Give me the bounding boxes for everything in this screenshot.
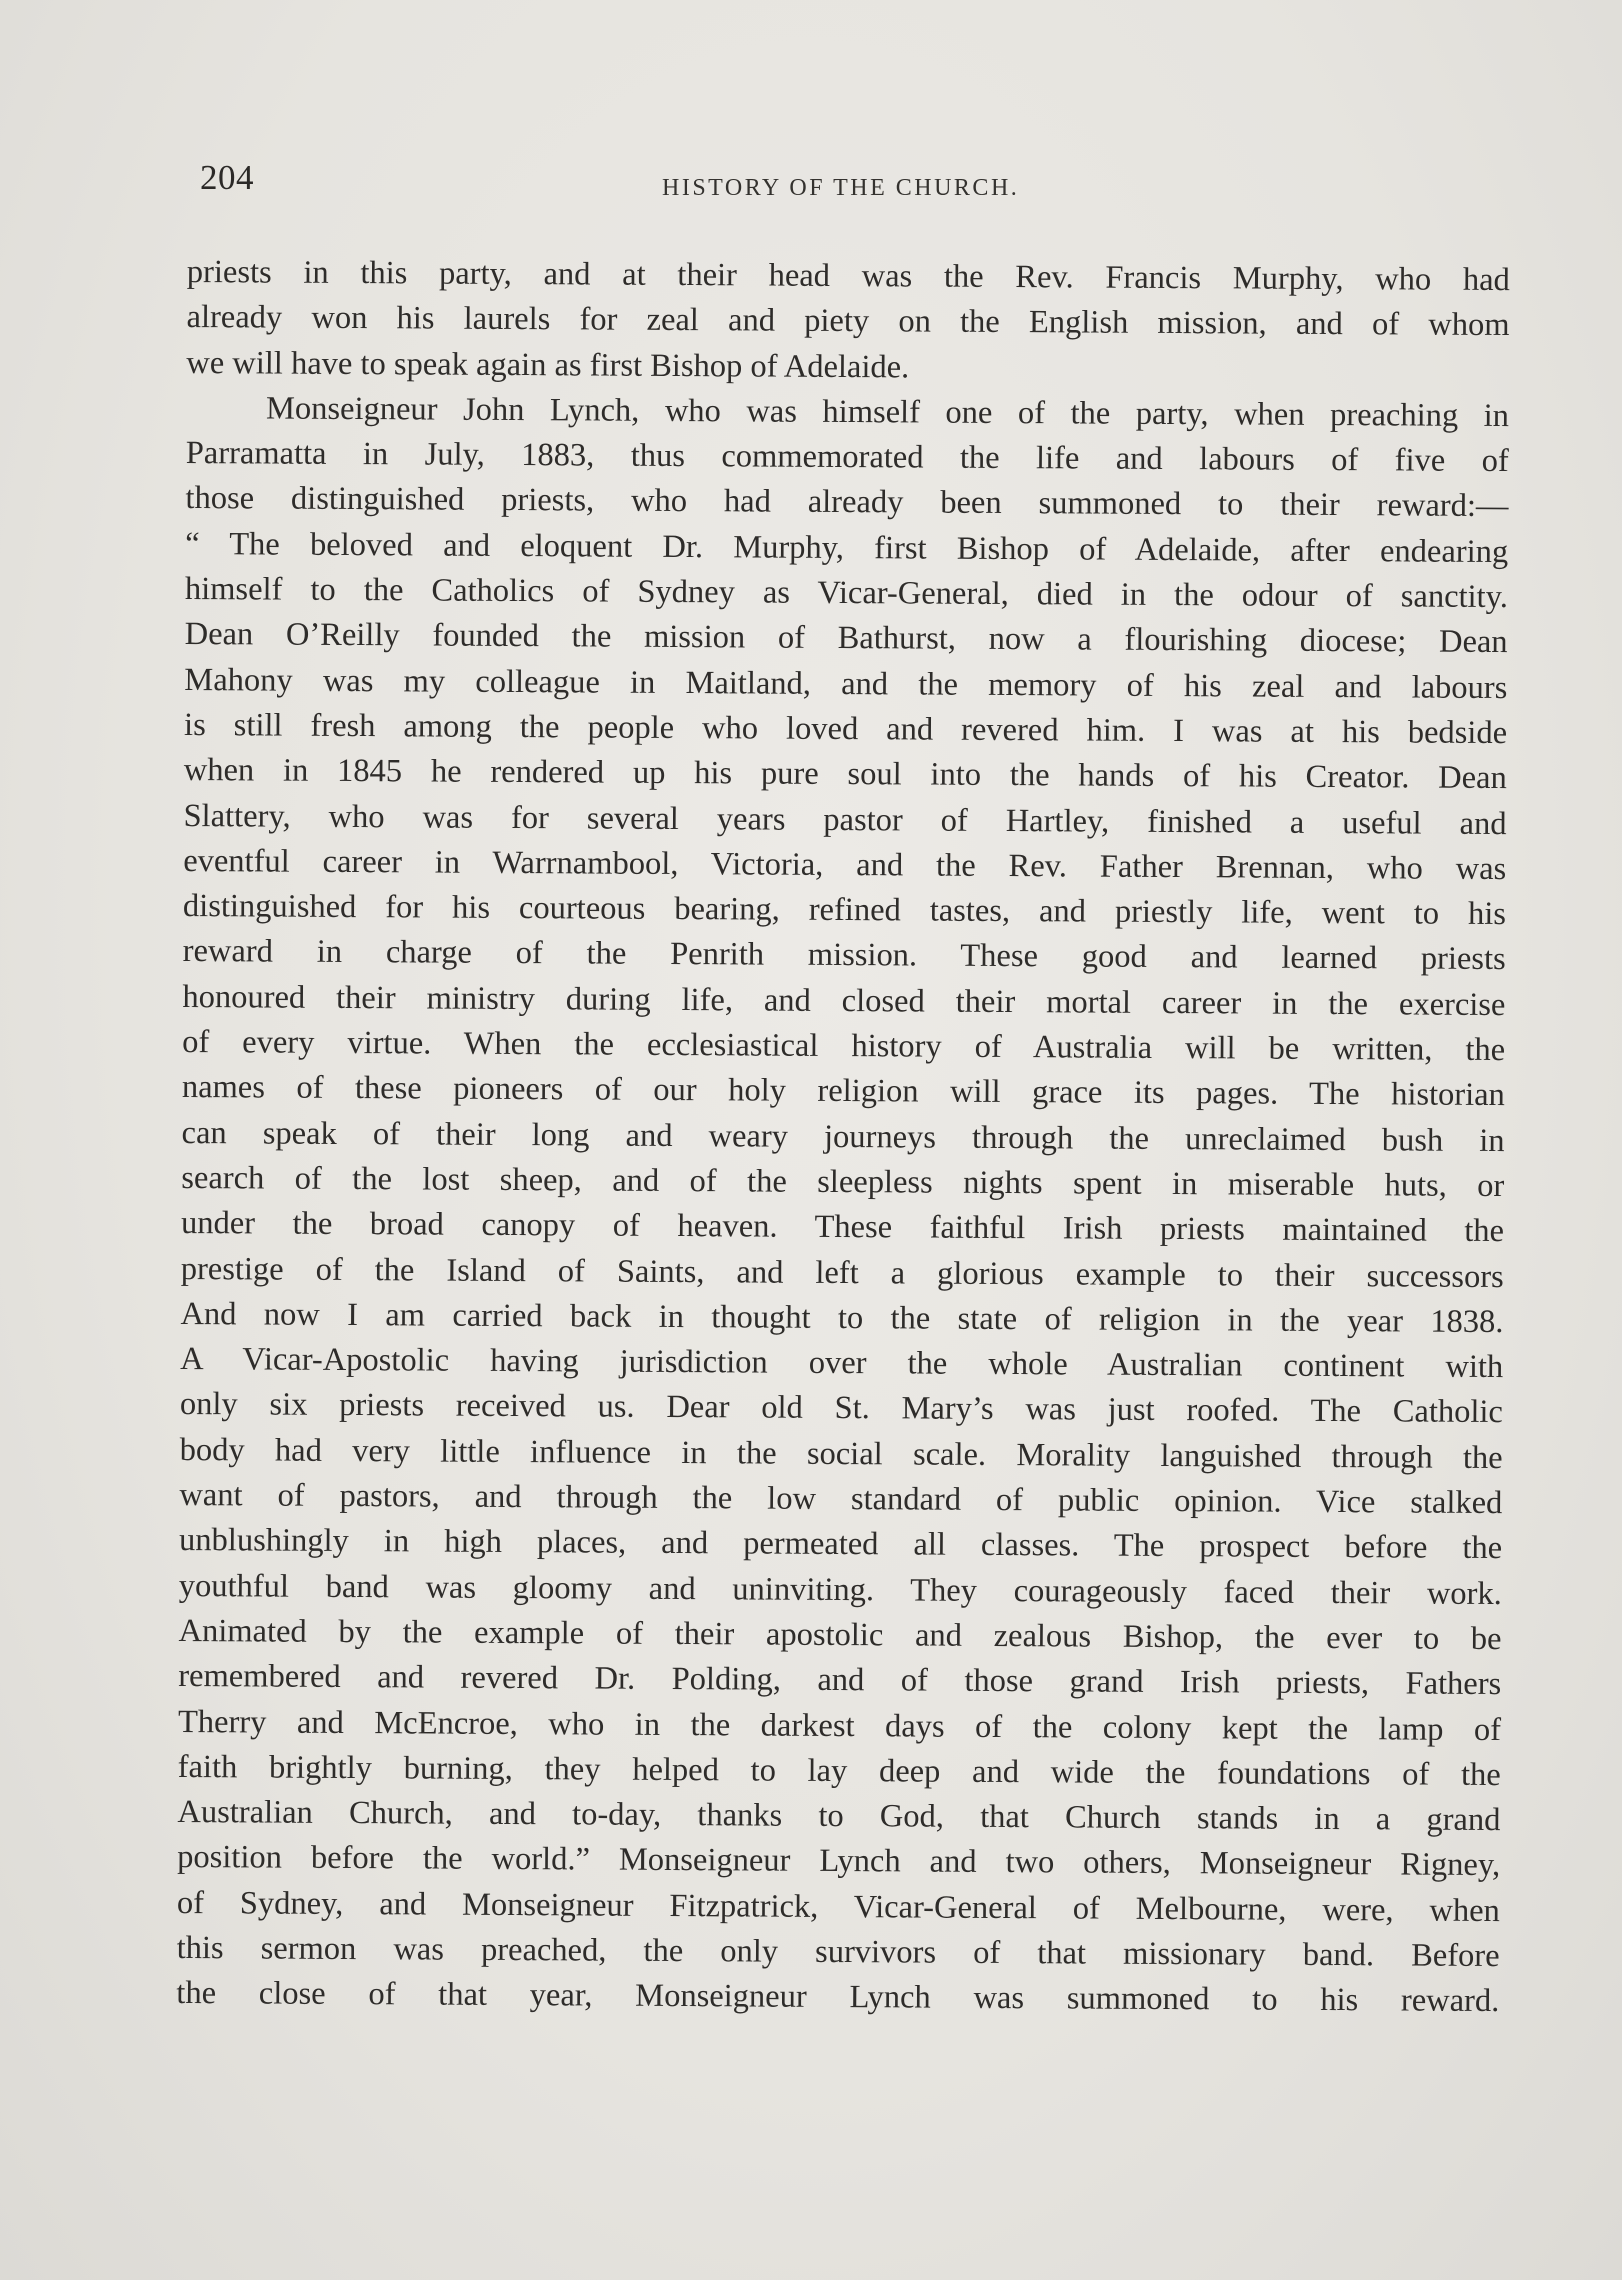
text-line: only six priests received us. Dear old St. Mary’s was just roofed. The Catholic (179, 1386, 1504, 1431)
text-line: youthful band was gloomy and uninviting. They courageously faced their work. (178, 1567, 1502, 1612)
text-line: when in 1845 he rendered up his pure soul into the hands of his Creator. Dean (183, 752, 1507, 797)
text-line: reward in charge of the Penrith mission. These good and learned priests (182, 933, 1506, 978)
text-line: position before the world.” Monseigneur Lynch and two others, Monseigneur Rigney, (177, 1839, 1501, 1884)
body-text (176, 250, 1510, 2025)
running-head: HISTORY OF THE CHURCH. (662, 175, 1020, 201)
text-line: already won his laurels for zeal and piety on the English mission, and of whom (186, 299, 1510, 344)
text-line: body had very little influence in the social scale. Morality languished through the (179, 1431, 1503, 1476)
text-line: Therry and McEncroe, who in the darkest days of the colony kept the lamp of (177, 1703, 1502, 1748)
page-number: 204 (200, 158, 254, 197)
text-line: himself to the Catholics of Sydney as Vicar-General, died in the odour of sanctity. (184, 571, 1509, 616)
text-line: distinguished for his courteous bearing, refined tastes, and priestly life, went to his (182, 888, 1507, 933)
text-line: unblushingly in high places, and permeated all classes. The prospect before the (179, 1522, 1503, 1567)
text-line: A Vicar-Apostolic having jurisdiction over the whole Australian continent with (180, 1341, 1504, 1386)
text-line: prestige of the Island of Saints, and left a glorious example to their successors (180, 1250, 1504, 1295)
text-line: Dean O’Reilly founded the mission of Bathurst, now a flourishing diocese; Dean (184, 616, 1508, 661)
text-line: Mahony was my colleague in Maitland, and the memory of his zeal and labours (184, 661, 1508, 706)
text-line: names of these pioneers of our holy religion will grace its pages. The historian (181, 1069, 1505, 1114)
text-line: faith brightly burning, they helped to lay deep and wide the foundations of the (177, 1748, 1501, 1793)
text-line: of Sydney, and Monseigneur Fitzpatrick, Vicar-General of Melbourne, were, when (176, 1884, 1500, 1929)
text-line: we will have to speak again as first Bishop of Adelaide. (186, 344, 910, 386)
text-line: Slattery, who was for several years pastor of Hartley, finished a useful and (183, 797, 1507, 842)
text-line: Parramatta in July, 1883, thus commemorated the life and labours of five of (185, 435, 1509, 480)
text-line: can speak of their long and weary journeys through the unreclaimed bush in (181, 1114, 1505, 1159)
text-line: Australian Church, and to-day, thanks to God, that Church stands in a grand (177, 1794, 1501, 1839)
text-line: priests in this party, and at their head was the Rev. Francis Murphy, who had (186, 253, 1510, 299)
text-line: under the broad canopy of heaven. These faithful Irish priests maintained the (180, 1205, 1505, 1250)
text-line: of every virtue. When the ecclesiastical history of Australia will be written, the (182, 1024, 1506, 1069)
text-line: Animated by the example of their apostolic and zealous Bishop, the ever to be (178, 1612, 1502, 1657)
text-line: those distinguished priests, who had already been summoned to their reward:— (185, 480, 1509, 525)
text-line: “ The beloved and eloquent Dr. Murphy, first Bishop of Adelaide, after endearing (185, 525, 1509, 570)
text-line: And now I am carried back in thought to the state of religion in the year 1838. (180, 1295, 1504, 1340)
text-line: honoured their ministry during life, and closed their mortal career in the exercise (182, 978, 1506, 1023)
text-line: Monseigneur John Lynch, who was himself one of the party, when preaching in (265, 390, 1510, 434)
text-line: this sermon was preached, the only survivors of that missionary band. Before (176, 1929, 1500, 1975)
text-line: remembered and revered Dr. Polding, and of those grand Irish priests, Fathers (178, 1658, 1502, 1703)
text-line: search of the lost sheep, and of the sleepless nights spent in miserable huts, or (181, 1159, 1505, 1205)
text-line: the close of that year, Monseigneur Lynch was summoned to his reward. (176, 1975, 1500, 2020)
text-line: eventful career in Warrnambool, Victoria, and the Rev. Father Brennan, who was (183, 842, 1507, 887)
text-line: want of pastors, and through the low standard of public opinion. Vice stalked (179, 1476, 1503, 1522)
text-line: is still fresh among the people who loved and revered him. I was at his bedside (183, 706, 1508, 752)
